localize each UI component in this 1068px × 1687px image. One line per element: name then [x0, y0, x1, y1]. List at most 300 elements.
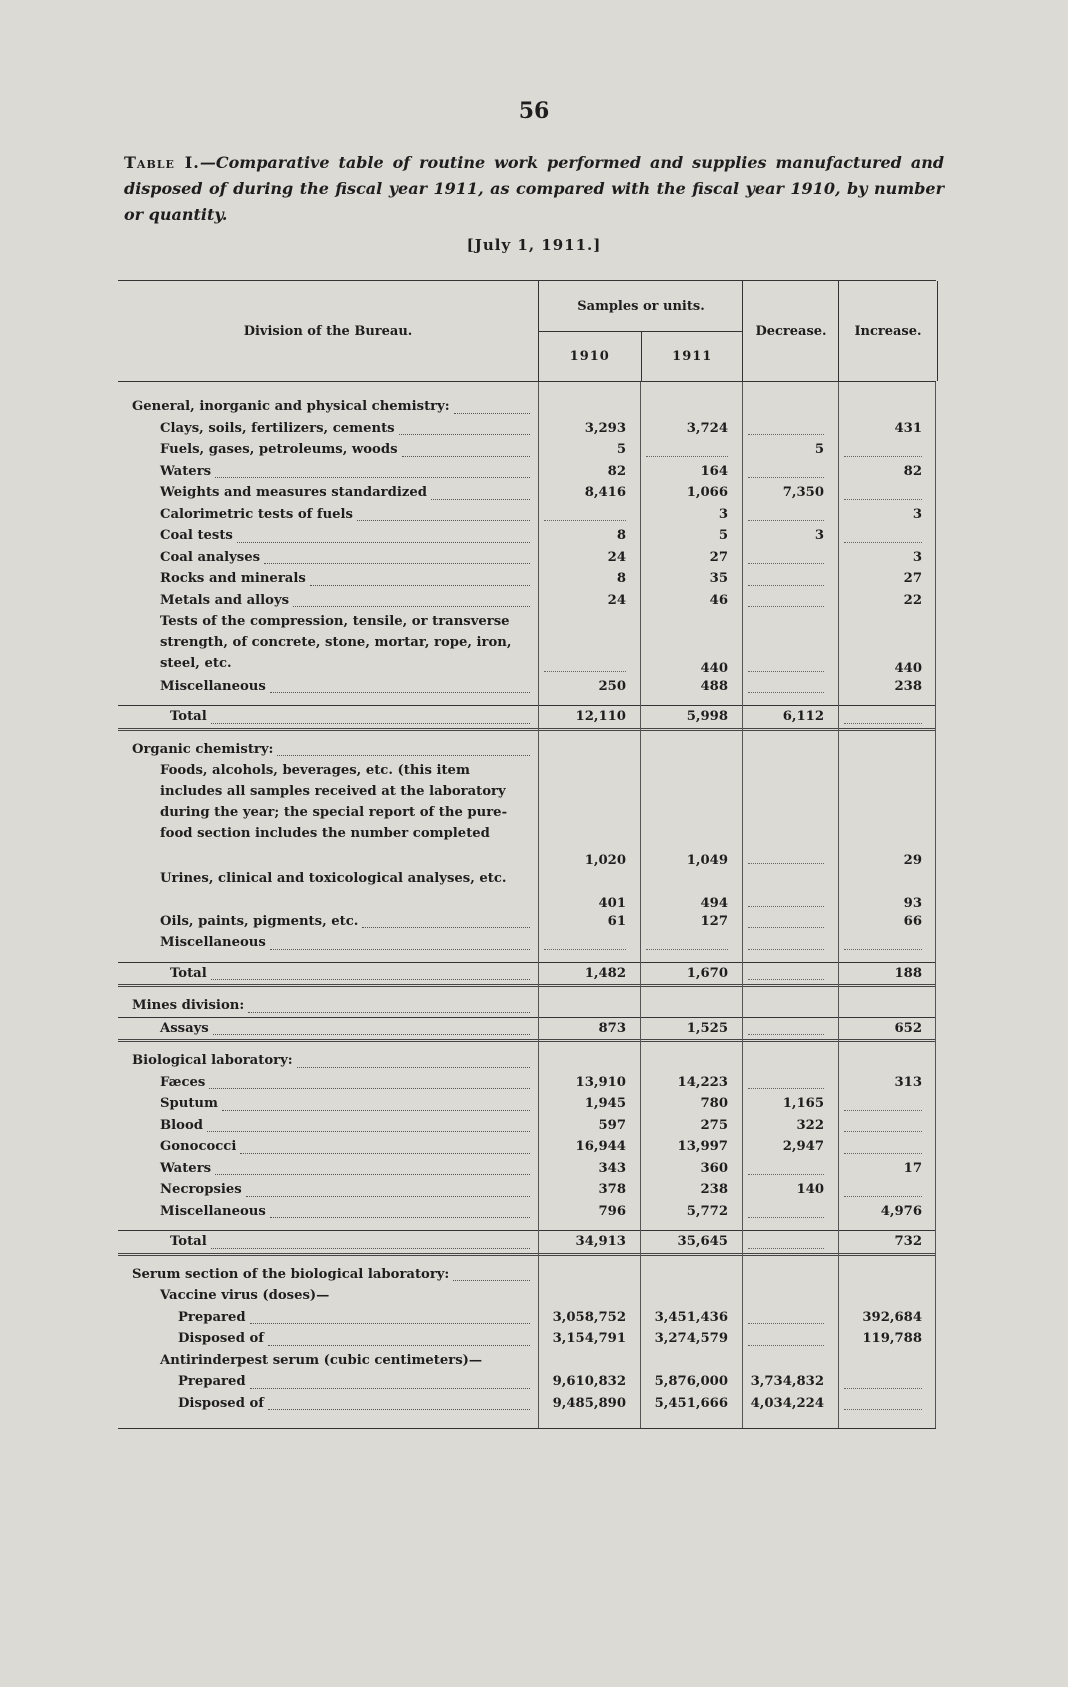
cell-value — [538, 1201, 640, 1223]
cell-value — [640, 1072, 742, 1094]
cell-value — [640, 963, 742, 985]
row-label — [118, 1307, 538, 1329]
cell-value — [742, 525, 838, 547]
cell-value — [538, 706, 640, 728]
header-division: Division of the Bureau. — [243, 323, 413, 339]
cell-value — [538, 1158, 640, 1180]
cell-value — [640, 1371, 742, 1393]
total-row — [118, 705, 936, 731]
cell-number: 8 — [616, 571, 626, 586]
cell-value — [742, 676, 838, 698]
cell-number: 27 — [903, 571, 922, 586]
total-row — [118, 962, 936, 988]
cell-value — [640, 418, 742, 440]
cell-value — [742, 1136, 838, 1158]
row-label-text: Waters — [160, 1160, 212, 1176]
table-row — [118, 995, 936, 1017]
cell-value — [538, 1093, 640, 1115]
cell-value — [838, 911, 936, 933]
cell-value — [742, 418, 838, 440]
row-label — [118, 1371, 538, 1393]
cell-number: 1,525 — [686, 1020, 728, 1036]
cell-value — [742, 760, 838, 868]
cell-number: 188 — [894, 965, 922, 981]
cell-value — [640, 911, 742, 933]
cell-number: 3,724 — [686, 420, 728, 436]
cell-value — [538, 611, 640, 676]
row-label — [118, 396, 538, 418]
cell-number: 5 — [616, 442, 626, 457]
row-label — [118, 1072, 538, 1094]
cell-number: 66 — [903, 913, 922, 929]
cell-number: 3 — [718, 506, 728, 522]
table-row — [118, 1328, 936, 1350]
cell-value — [742, 611, 838, 676]
cell-value — [538, 760, 640, 868]
table-caption — [124, 150, 944, 228]
header-decrease: Decrease. — [742, 281, 839, 381]
row-label — [118, 1328, 538, 1350]
cell-value — [640, 482, 742, 504]
table-row — [118, 676, 936, 698]
row-label-text: Coal analyses — [160, 549, 261, 565]
cell-value — [538, 590, 640, 612]
table-row — [118, 504, 936, 526]
cell-value — [538, 482, 640, 504]
row-label-text: Fuels, gases, petroleums, woods — [160, 442, 398, 457]
row-label — [118, 1201, 538, 1223]
cell-number: 3,154,791 — [552, 1331, 626, 1346]
cell-number: 1,165 — [782, 1096, 824, 1111]
cell-value — [538, 439, 640, 461]
row-label-text: Tests of the compression, tensile, or transverse strength, of concrete, stone, mortar, rope, iron, steel, etc. — [160, 614, 512, 671]
cell-value — [742, 547, 838, 569]
table-row — [118, 868, 936, 911]
cell-value — [742, 1018, 838, 1040]
cell-number: 3,293 — [584, 420, 626, 436]
cell-value — [640, 1136, 742, 1158]
cell-number: 873 — [598, 1020, 626, 1036]
cell-number: 4,034,224 — [750, 1395, 824, 1411]
cell-value — [838, 1136, 936, 1158]
cell-number: 3,734,832 — [750, 1374, 824, 1389]
cell-number: 1,066 — [686, 485, 728, 500]
cell-value — [640, 1018, 742, 1040]
cell-value — [742, 482, 838, 504]
row-label-text: Rocks and minerals — [160, 571, 306, 586]
cell-value — [838, 1371, 936, 1393]
cell-value — [838, 760, 936, 868]
cell-value — [838, 1093, 936, 1115]
cell-number: 22 — [903, 592, 922, 608]
cell-number: 61 — [607, 913, 626, 929]
cell-value — [838, 932, 936, 954]
cell-value — [640, 1307, 742, 1329]
table-row — [118, 482, 936, 504]
cell-value — [538, 1072, 640, 1094]
cell-value — [742, 868, 838, 911]
cell-number: 313 — [894, 1074, 922, 1090]
row-label — [118, 1264, 538, 1286]
cell-number: 3,274,579 — [654, 1331, 728, 1346]
caption-text: —Comparative table of routine work performed and supplies manufactured and disposed of during the fiscal year 1911, as compared with the fiscal year 1910, by number or quantity. — [124, 153, 945, 224]
table-row — [118, 1050, 936, 1072]
cell-number: 164 — [700, 463, 728, 479]
cell-number: 16,944 — [575, 1139, 626, 1154]
cell-number: 8 — [616, 528, 626, 543]
cell-value — [538, 1136, 640, 1158]
row-label — [118, 1093, 538, 1115]
comparative-table — [118, 280, 936, 1429]
cell-number: 488 — [700, 678, 728, 694]
cell-value — [640, 1231, 742, 1253]
cell-number: 127 — [700, 913, 728, 929]
cell-number: 275 — [700, 1117, 728, 1133]
table-row — [118, 1201, 936, 1223]
table-row — [118, 1371, 936, 1393]
cell-value — [640, 439, 742, 461]
cell-value — [838, 418, 936, 440]
cell-value — [838, 1201, 936, 1223]
row-label — [118, 963, 538, 985]
cell-value — [742, 1393, 838, 1415]
cell-number: 5,451,666 — [654, 1395, 728, 1411]
cell-value — [640, 868, 742, 911]
cell-number: 3,451,436 — [654, 1309, 728, 1325]
row-label — [118, 1136, 538, 1158]
table-row — [118, 911, 936, 933]
cell-number: 24 — [607, 592, 626, 608]
row-label — [118, 1350, 538, 1372]
table-row — [118, 1307, 936, 1329]
row-label-text: Fæces — [160, 1074, 206, 1090]
cell-value — [742, 1158, 838, 1180]
row-label-text: Blood — [160, 1117, 203, 1133]
cell-value — [538, 504, 640, 526]
cell-number: 780 — [700, 1096, 728, 1111]
row-label-text: Organic chemistry: — [132, 741, 274, 757]
row-label — [118, 1158, 538, 1180]
row-label — [118, 706, 538, 728]
cell-value — [742, 504, 838, 526]
cell-number: 732 — [894, 1234, 922, 1249]
table-row — [118, 1158, 936, 1180]
total-row — [118, 1230, 936, 1256]
cell-number: 119,788 — [862, 1331, 922, 1346]
cell-number: 9,610,832 — [552, 1374, 626, 1389]
row-label — [118, 568, 538, 590]
row-label — [118, 1393, 538, 1415]
table-row — [118, 439, 936, 461]
table-row — [118, 1285, 936, 1307]
row-label — [118, 1115, 538, 1137]
cell-number: 5 — [718, 528, 728, 543]
cell-value — [640, 1393, 742, 1415]
cell-value — [538, 932, 640, 954]
cell-number: 6,112 — [782, 709, 824, 724]
row-label-text: Vaccine virus (doses)— — [160, 1288, 330, 1303]
row-label-text: Coal tests — [160, 528, 233, 543]
row-label — [118, 482, 538, 504]
cell-number: 440 — [894, 660, 922, 676]
cell-value — [640, 676, 742, 698]
cell-value — [742, 590, 838, 612]
row-label-text: Disposed of — [178, 1395, 264, 1411]
cell-number: 82 — [607, 463, 626, 479]
cell-number: 401 — [598, 895, 626, 911]
table-row — [118, 1179, 936, 1201]
cell-number: 440 — [700, 660, 728, 676]
cell-value — [838, 590, 936, 612]
row-label-text: Urines, clinical and toxicological analyses, etc. — [160, 870, 507, 886]
cell-value — [742, 1371, 838, 1393]
cell-number: 93 — [903, 895, 922, 911]
cell-number: 4,976 — [880, 1203, 922, 1219]
cell-number: 431 — [894, 420, 922, 436]
cell-number: 34,913 — [575, 1234, 626, 1249]
cell-number: 2,947 — [782, 1139, 824, 1154]
cell-value — [640, 706, 742, 728]
cell-value — [742, 461, 838, 483]
cell-number: 17 — [903, 1160, 922, 1176]
cell-value — [538, 1179, 640, 1201]
cell-number: 3,058,752 — [552, 1309, 626, 1325]
cell-value — [742, 439, 838, 461]
row-label-text: Total — [170, 965, 207, 981]
cell-value — [742, 1231, 838, 1253]
cell-value — [838, 1072, 936, 1094]
row-label — [118, 504, 538, 526]
table-row — [118, 1072, 936, 1094]
cell-value — [838, 525, 936, 547]
caption-lead: Table I. — [124, 153, 200, 172]
cell-value — [742, 706, 838, 728]
page-number: 56 — [518, 98, 550, 124]
cell-number: 1,670 — [686, 965, 728, 981]
table-row — [118, 1115, 936, 1137]
cell-value — [538, 963, 640, 985]
cell-value — [538, 525, 640, 547]
row-label-text: Weights and measures standardized — [160, 485, 427, 500]
cell-number: 1,020 — [584, 852, 626, 868]
row-label — [118, 739, 538, 761]
row-label-text: Total — [170, 1234, 207, 1249]
cell-number: 1,049 — [686, 852, 728, 868]
cell-number: 652 — [894, 1020, 922, 1036]
cell-number: 392,684 — [862, 1309, 922, 1325]
cell-number: 597 — [598, 1117, 626, 1133]
row-label-text: Prepared — [178, 1374, 246, 1389]
row-label — [118, 676, 538, 698]
cell-number: 494 — [700, 895, 728, 911]
cell-number: 3 — [814, 528, 824, 543]
table-row — [118, 1093, 936, 1115]
cell-number: 3 — [912, 549, 922, 565]
cell-value — [742, 1328, 838, 1350]
row-label-text: Necropsies — [160, 1182, 242, 1197]
cell-number: 14,223 — [677, 1074, 728, 1090]
table-row — [118, 396, 936, 418]
cell-value — [640, 461, 742, 483]
table-row — [118, 418, 936, 440]
cell-number: 13,997 — [677, 1139, 728, 1154]
cell-value — [838, 1158, 936, 1180]
cell-number: 322 — [796, 1117, 824, 1133]
cell-value — [538, 868, 640, 911]
cell-value — [640, 590, 742, 612]
table-row — [118, 547, 936, 569]
row-label-text: Miscellaneous — [160, 678, 266, 694]
row-label — [118, 525, 538, 547]
cell-number: 9,485,890 — [552, 1395, 626, 1411]
cell-number: 5,876,000 — [654, 1374, 728, 1389]
cell-value — [538, 547, 640, 569]
row-label-text: General, inorganic and physical chemistry: — [132, 399, 450, 414]
cell-value — [640, 568, 742, 590]
cell-value — [742, 963, 838, 985]
cell-value — [838, 1018, 936, 1040]
cell-value — [640, 1093, 742, 1115]
cell-value — [742, 1201, 838, 1223]
table-body — [118, 382, 936, 1428]
cell-number: 796 — [598, 1203, 626, 1219]
cell-value — [538, 418, 640, 440]
table-row — [118, 568, 936, 590]
cell-number: 35,645 — [677, 1234, 728, 1249]
cell-value — [742, 1115, 838, 1137]
row-label-text: Total — [170, 709, 207, 724]
row-label-text: Clays, soils, fertilizers, cements — [160, 420, 395, 436]
cell-value — [838, 1307, 936, 1329]
cell-value — [838, 547, 936, 569]
row-label-text: Metals and alloys — [160, 592, 290, 608]
cell-value — [538, 1328, 640, 1350]
cell-number: 7,350 — [782, 485, 824, 500]
cell-number: 12,110 — [575, 709, 626, 724]
cell-number: 3 — [912, 506, 922, 522]
cell-value — [640, 525, 742, 547]
row-label-text: Oils, paints, pigments, etc. — [160, 913, 359, 929]
cell-value — [838, 1231, 936, 1253]
cell-number: 238 — [894, 678, 922, 694]
table-row — [118, 590, 936, 612]
cell-value — [838, 568, 936, 590]
cell-value — [838, 1115, 936, 1137]
cell-value — [742, 911, 838, 933]
row-label-text: Gonococci — [160, 1139, 237, 1154]
row-label — [118, 1050, 538, 1072]
table-row — [118, 739, 936, 761]
cell-number: 360 — [700, 1160, 728, 1176]
cell-number: 250 — [598, 678, 626, 694]
cell-value — [742, 932, 838, 954]
table-row — [118, 932, 936, 954]
table-row — [118, 461, 936, 483]
table-header — [118, 281, 936, 382]
cell-number: 29 — [903, 852, 922, 868]
cell-value — [538, 1115, 640, 1137]
row-label — [118, 911, 538, 933]
row-label-text: Miscellaneous — [160, 1203, 266, 1219]
row-label — [118, 418, 538, 440]
row-label — [118, 995, 538, 1017]
cell-number: 82 — [903, 463, 922, 479]
cell-value — [838, 706, 936, 728]
row-label-text: Calorimetric tests of fuels — [160, 506, 353, 522]
row-label — [118, 439, 538, 461]
row-label-text: Mines division: — [132, 998, 245, 1013]
table-row — [118, 760, 936, 868]
cell-value — [742, 1179, 838, 1201]
row-label — [118, 1179, 538, 1201]
cell-value — [838, 482, 936, 504]
row-label — [118, 1285, 538, 1307]
row-label-text: Foods, alcohols, beverages, etc. (this item includes all samples received at the laboratory during the year; the special report of the pure-food section includes the number completed — [160, 763, 508, 841]
cell-value — [640, 547, 742, 569]
row-label — [118, 1231, 538, 1253]
cell-number: 27 — [709, 549, 728, 565]
row-label-text: Miscellaneous — [160, 935, 266, 950]
row-label — [118, 868, 538, 911]
header-increase: Increase. — [838, 281, 938, 381]
cell-value — [838, 963, 936, 985]
row-label — [118, 611, 538, 676]
header-1910: 1910 — [569, 349, 610, 364]
row-label — [118, 932, 538, 954]
cell-value — [538, 568, 640, 590]
cell-number: 5,772 — [686, 1203, 728, 1219]
row-label-text: Biological laboratory: — [132, 1053, 293, 1068]
table-row — [118, 1136, 936, 1158]
cell-value — [838, 611, 936, 676]
cell-value — [538, 1018, 640, 1040]
header-1911: 1911 — [641, 332, 744, 381]
cell-number: 5 — [814, 442, 824, 457]
cell-number: 5,998 — [686, 709, 728, 724]
cell-value — [838, 868, 936, 911]
cell-number: 13,910 — [575, 1074, 626, 1090]
cell-value — [838, 1179, 936, 1201]
table-row — [118, 525, 936, 547]
header-samples-label: Samples or units. — [539, 281, 743, 332]
cell-number: 140 — [796, 1182, 824, 1197]
row-label-text: Serum section of the biological laboratory: — [132, 1266, 450, 1282]
cell-number: 35 — [709, 571, 728, 586]
cell-value — [538, 676, 640, 698]
row-label — [118, 760, 538, 868]
cell-value — [538, 1231, 640, 1253]
cell-value — [742, 1072, 838, 1094]
cell-value — [538, 1371, 640, 1393]
cell-value — [838, 439, 936, 461]
cell-value — [538, 911, 640, 933]
cell-number: 1,482 — [584, 965, 626, 981]
cell-number: 343 — [598, 1160, 626, 1176]
cell-value — [640, 1158, 742, 1180]
row-label-text: Sputum — [160, 1096, 218, 1111]
cell-value — [538, 1307, 640, 1329]
table-row — [118, 1393, 936, 1415]
cell-value — [640, 1328, 742, 1350]
cell-value — [640, 1201, 742, 1223]
table-row — [118, 611, 936, 676]
cell-value — [640, 611, 742, 676]
cell-number: 238 — [700, 1182, 728, 1197]
cell-value — [838, 676, 936, 698]
row-label-text: Waters — [160, 463, 212, 479]
cell-value — [838, 504, 936, 526]
table-row — [118, 1017, 936, 1043]
